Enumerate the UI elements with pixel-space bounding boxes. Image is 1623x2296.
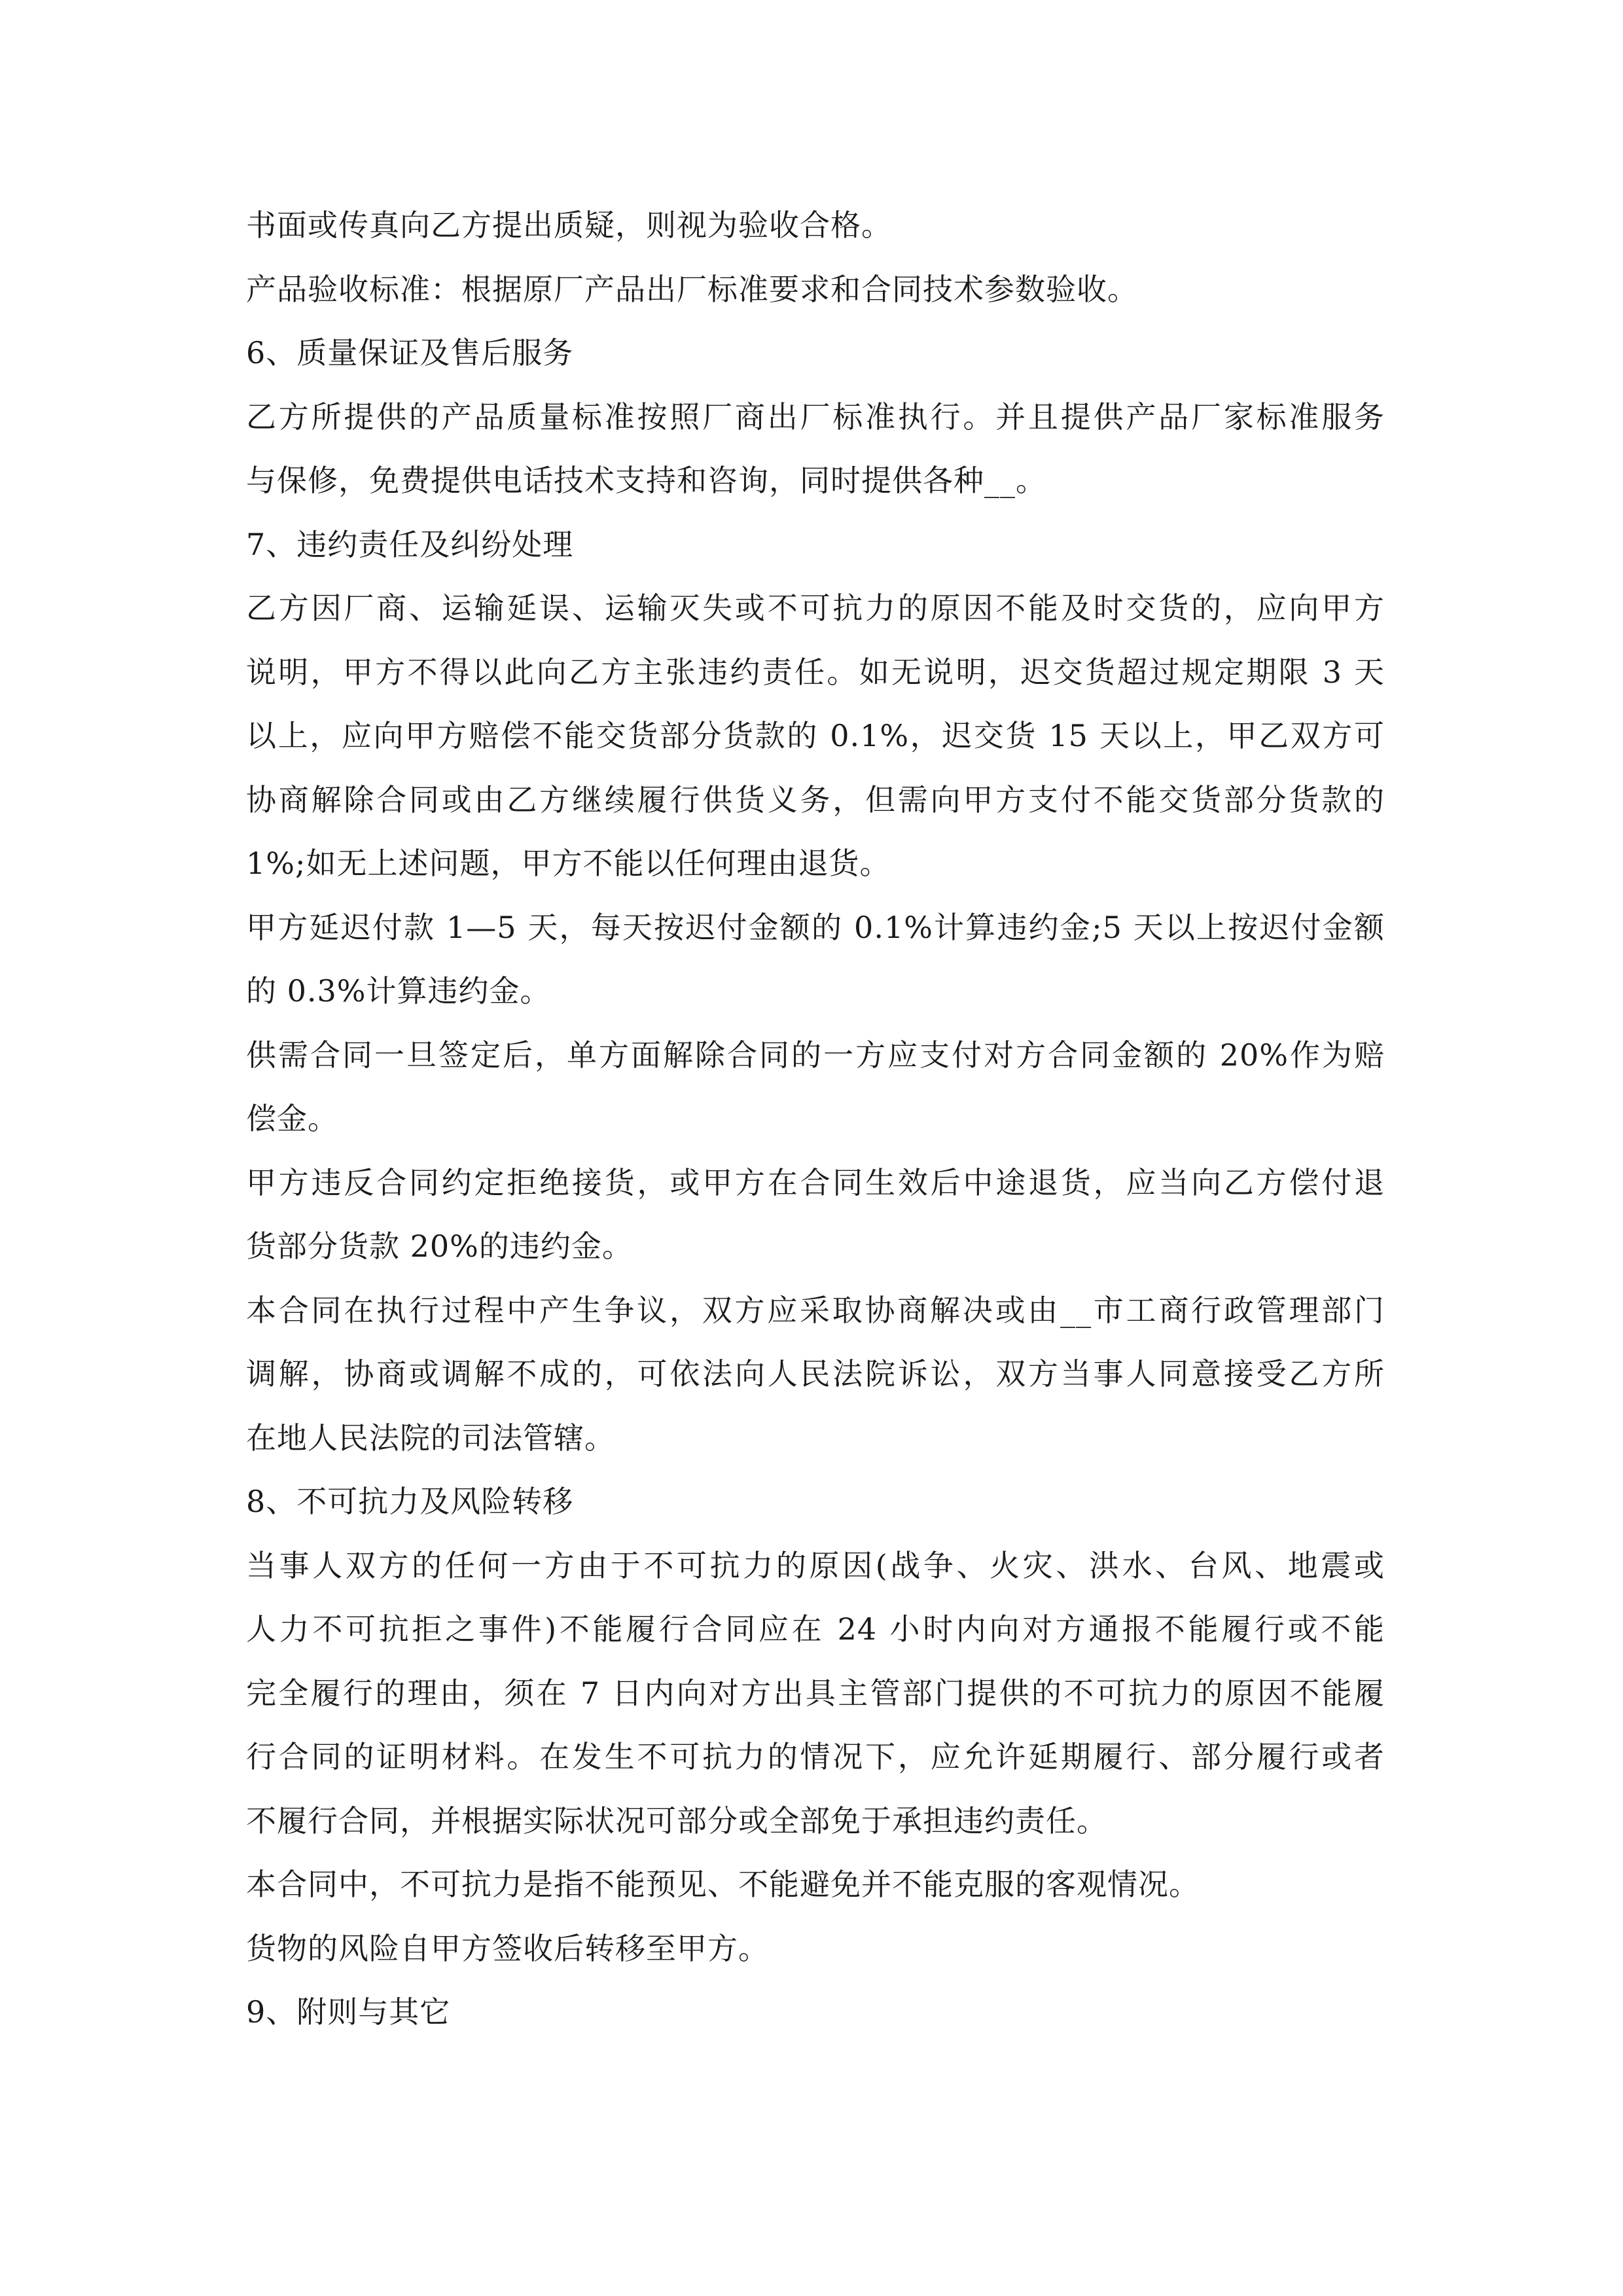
text-line: 甲方延迟付款 1—5 天，每天按迟付金额的 0.1%计算违约金;5 天以上按迟付金额	[246, 909, 1385, 945]
text-line: 偿金。	[246, 1101, 338, 1136]
text-line: 书面或传真向乙方提出质疑，则视为验收合格。	[246, 207, 892, 243]
text-line: 货物的风险自甲方签收后转移至甲方。	[246, 1930, 769, 1966]
text-line: 本合同在执行过程中产生争议，双方应采取协商解决或由__市工商行政管理部门	[246, 1292, 1385, 1328]
section-heading: 9、附则与其它	[246, 1994, 451, 2030]
text-line: 甲方违反合同约定拒绝接货，或甲方在合同生效后中途退货，应当向乙方偿付退	[246, 1164, 1385, 1200]
text-line: 以上，应向甲方赔偿不能交货部分货款的 0.1%，迟交货 15 天以上，甲乙双方可	[246, 718, 1385, 753]
text-line: 乙方因厂商、运输延误、运输灭失或不可抗力的原因不能及时交货的，应向甲方	[246, 590, 1385, 626]
text-line: 货部分货款 20%的违约金。	[246, 1229, 633, 1264]
text-line: 协商解除合同或由乙方继续履行供货义务，但需向甲方支付不能交货部分货款的	[246, 781, 1385, 817]
text-line: 说明，甲方不得以此向乙方主张违约责任。如无说明，迟交货超过规定期限 3 天	[246, 654, 1385, 690]
text-line: 调解，协商或调解不成的，可依法向人民法院诉讼，双方当事人同意接受乙方所	[246, 1356, 1385, 1391]
text-line: 在地人民法院的司法管辖。	[246, 1420, 615, 1456]
section-heading: 6、质量保证及售后服务	[246, 335, 574, 370]
text-line: 当事人双方的任何一方由于不可抗力的原因(战争、火灾、洪水、台风、地震或	[246, 1547, 1385, 1583]
text-line: 的 0.3%计算违约金。	[246, 973, 551, 1009]
section-heading: 8、不可抗力及风险转移	[246, 1484, 574, 1519]
text-line: 与保修，免费提供电话技术支持和咨询，同时提供各种__。	[246, 463, 1046, 498]
text-line: 完全履行的理由，须在 7 日内向对方出具主管部门提供的不可抗力的原因不能履	[246, 1675, 1385, 1711]
text-line: 1%;如无上述问题，甲方不能以任何理由退货。	[246, 846, 891, 881]
text-line: 人力不可抗拒之事件)不能履行合同应在 24 小时内向对方通报不能履行或不能	[246, 1611, 1385, 1647]
text-line: 本合同中，不可抗力是指不能预见、不能避免并不能克服的客观情况。	[246, 1867, 1200, 1902]
text-line: 供需合同一旦签定后，单方面解除合同的一方应支付对方合同金额的 20%作为赔	[246, 1037, 1385, 1073]
section-heading: 7、违约责任及纠纷处理	[246, 526, 574, 562]
document-body	[246, 194, 1385, 2045]
text-line: 不履行合同，并根据实际状况可部分或全部免于承担违约责任。	[246, 1803, 1107, 1839]
text-line: 乙方所提供的产品质量标准按照厂商出厂标准执行。并且提供产品厂家标准服务	[246, 399, 1385, 435]
text-line: 行合同的证明材料。在发生不可抗力的情况下，应允许延期履行、部分履行或者	[246, 1739, 1385, 1774]
text-line: 产品验收标准：根据原厂产品出厂标准要求和合同技术参数验收。	[246, 271, 1138, 307]
